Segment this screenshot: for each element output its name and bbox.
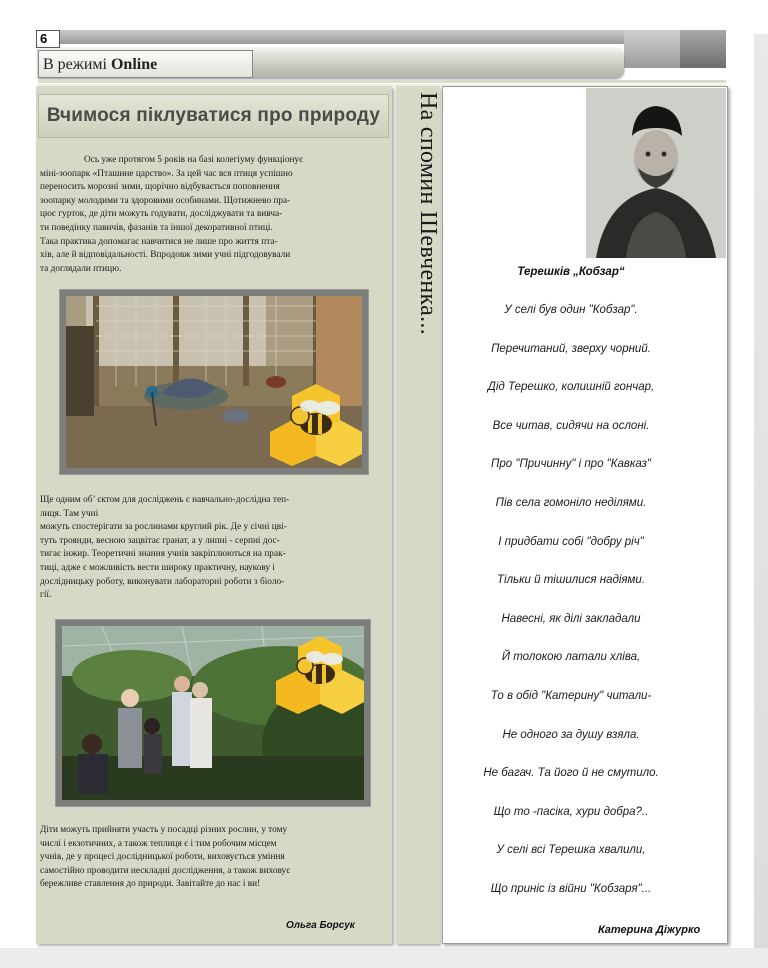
top-decor-block: [624, 30, 680, 68]
section-label-plain: В режимі: [43, 56, 111, 73]
poem-line: Пів села гомоніло неділями.: [495, 497, 647, 509]
article-text-line: тигає інжир. Теоретичні знання учнів закріплюються на прак-: [40, 549, 286, 560]
article-text-line: Діти можуть прийняти участь у посадці різних рослин, у тому: [40, 825, 288, 835]
poem-line: Навесні, як ділі закладали: [501, 612, 641, 625]
poem-line: Що приніс із війни "Кобзаря"...: [490, 883, 652, 895]
article-text-line: цює гурток, де діти можуть годувати, досліджувати та вивча-: [40, 209, 283, 220]
article-text-line: тиці, адже є можливість вести широку практичну, наукову і: [40, 562, 275, 573]
article-text-line: Така практика допомагає навчитися не лише про життя пта-: [40, 236, 278, 247]
poem-line: То в обід "Катерину" читали-: [490, 690, 652, 702]
article-text-line: хів, але й відповідальності. Впродовж зими учні підгодовували: [40, 250, 291, 261]
section-label: [38, 50, 253, 78]
article-text-line: Ось уже протягом 5 років на базі колегіуму функціонує: [84, 155, 304, 165]
poem-line: Дід Терешко, колишній гончар,: [487, 381, 655, 394]
article-text-line: зоопарку молодими та здоровими особинами. Щотижнево пра-: [40, 195, 291, 206]
page-number: 6: [36, 30, 60, 48]
poem-line: Перечитаний, зверху чорний.: [491, 342, 651, 355]
article-paragraph-1: [40, 154, 388, 276]
article-text-line: учнів, де у процесі дослідницької роботи, виховується уміння: [40, 852, 285, 863]
poem-author: Катерина Діжурко: [598, 924, 701, 936]
poem-title: Терешків „Кобзар“: [517, 266, 625, 278]
top-decor-block-dark: [680, 30, 726, 68]
article-text-line: самостійно проводити нескладні дослідження, а також виховує: [40, 865, 291, 876]
shevchenko-portrait: [586, 88, 726, 258]
article-text-line: Ще одним об’ єктом для досліджень є навчально-дослідна теп-: [40, 495, 290, 505]
poem-line: Все читав, сидячи на ослоні.: [492, 419, 650, 432]
article-text-line: міні-зоопарк «Пташине царство». За цей час вся птиця успішно: [40, 168, 293, 179]
article-text-line: туть троянди, весною зацвітає гранат, а у липні - серпні дос-: [40, 535, 280, 546]
article-text-line: лиця. Там учні: [40, 508, 99, 519]
poem-line: У селі всі Терешка хвалили,: [496, 844, 646, 857]
poem-line: У селі був один "Кобзар".: [504, 304, 638, 316]
poem-line: І придбати собі "добру річ": [498, 535, 644, 548]
poem-line: Тільки й тішилися надіями.: [496, 574, 646, 587]
header-divider: [38, 80, 726, 83]
article-text-line: дослідницьку роботу, виконувати лабораторні роботи з біоло-: [40, 576, 285, 587]
article-paragraph-3: [40, 824, 388, 892]
article-title: Вчимося піклуватися про природу: [38, 94, 389, 138]
poem-line: Й толокою латали хліва,: [501, 651, 641, 664]
page-bottom-shadow: [0, 948, 768, 968]
section-label-bold: Online: [110, 56, 158, 73]
article-text-line: числі і екзотичних, а також теплиця є і тим робочим місцем: [40, 838, 277, 849]
top-decor-bar: [38, 30, 726, 44]
poem-line: Що то -пасіка, хури добра?..: [493, 805, 649, 818]
article-text-line: переносить морозні зими, щорічно відбувається поповнення: [40, 182, 280, 193]
article-author: Ольга Борсук: [286, 920, 355, 931]
article-text-line: бережливе ставлення до природи. Завітайте до нас і ви!: [40, 879, 261, 890]
poem-line: Не одного за душу взяла.: [502, 728, 640, 741]
article-paragraph-2: [40, 494, 388, 603]
bee-sticker-icon: [270, 380, 362, 468]
bee-sticker-icon: [276, 632, 364, 716]
article-text-line: можуть спостерігати за рослинами круглий рік. Де у січні цві-: [40, 522, 287, 533]
vertical-heading-text: На спомин Шевченка...: [415, 92, 441, 335]
vertical-heading: [397, 86, 439, 386]
page-edge-shadow: [754, 34, 768, 954]
article-text-line: гії.: [40, 590, 52, 601]
article-text-line: та доглядали птицю.: [40, 263, 122, 274]
poem-line: Про "Причинну" і про "Кавказ": [491, 458, 651, 471]
poem-line: Не багач. Та його й не смутило.: [483, 767, 659, 780]
article-text-line: ти поведінку павичів, фазанів та іншої декоративної птиці.: [40, 222, 273, 233]
